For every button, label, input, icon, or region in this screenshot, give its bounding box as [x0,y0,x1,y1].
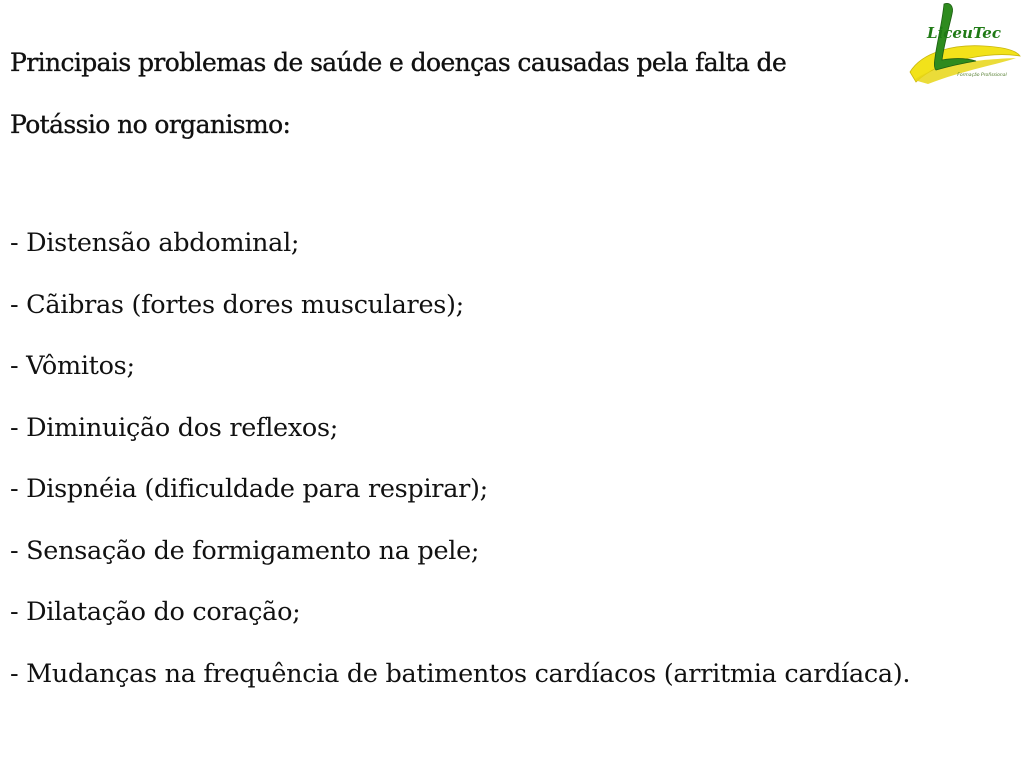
list-item: - Dilatação do coração; [10,597,301,627]
list-item: - Vômitos; [10,351,135,381]
liceutec-logo [904,0,1022,88]
slide-title [10,32,890,156]
list-item: - Diminuição dos reflexos; [10,412,339,443]
title-line-1: Principais problemas de saúde e doenças causadas pela falta de [10,48,787,77]
list-item: - Sensação de formigamento na pele; [10,535,480,566]
list-item: - Cãibras (fortes dores musculares); [10,289,464,320]
symptom-list [10,213,1010,705]
logo-tagline: Formação Profissional [957,73,1007,78]
list-item: - Mudanças na frequência de batimentos cardíacos (arritmia cardíaca). [10,658,911,689]
list-item: - Distensão abdominal; [10,228,300,258]
title-line-2: Potássio no organismo: [10,110,291,139]
logo-wordmark: LiceuTec [927,24,1001,42]
list-item: - Dispnéia (dificuldade para respirar); [10,474,488,504]
